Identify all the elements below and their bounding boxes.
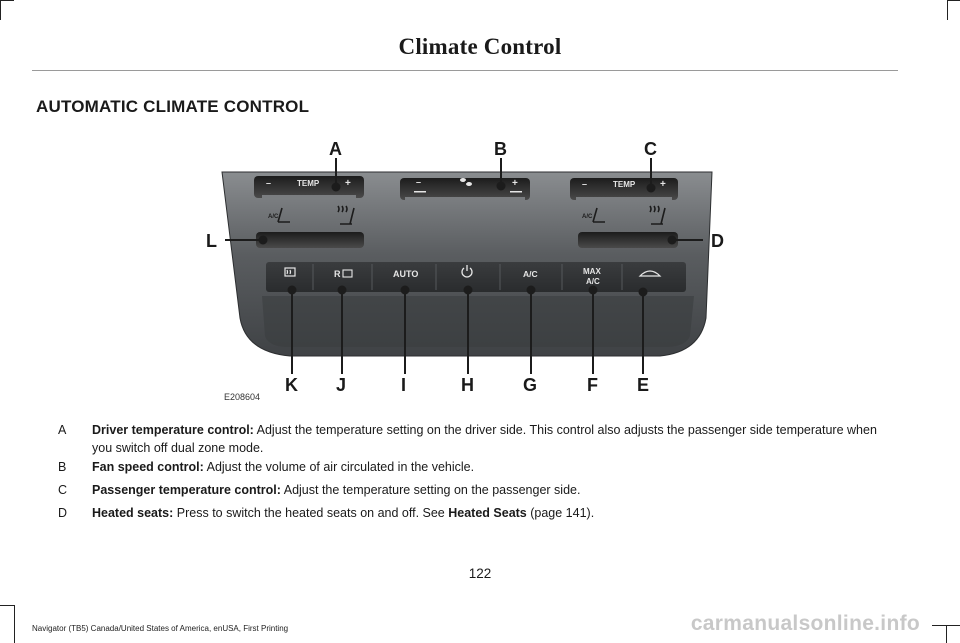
callout-i: I [401,375,407,395]
page-reference-suffix: (page 141). [526,506,595,520]
passenger-temp-plus: + [660,179,666,190]
passenger-temp-minus: – [582,179,588,189]
item-term: Passenger temperature control: [92,483,281,497]
callout-d: D [711,231,724,251]
page-reference-link[interactable]: Heated Seats [448,506,527,520]
callout-l: L [206,231,217,251]
driver-temp-minus: – [266,178,272,188]
callout-c: C [644,139,657,159]
figure-id: E208604 [224,392,261,402]
page-number: 122 [468,566,492,581]
callout-h: H [461,375,474,395]
fan-plus: + [512,178,518,189]
callout-b: B [494,139,507,159]
recirc-button-label: R [334,269,341,279]
section-heading: AUTOMATIC CLIMATE CONTROL [36,97,310,116]
item-term: Heated seats: [92,506,174,520]
callout-a: A [329,139,342,159]
item-term: Driver temperature control: [92,423,254,437]
ac-button-label: A/C [523,269,538,279]
footer-text: Navigator (TB5) Canada/United States of America, enUSA, First Printing [32,624,289,633]
driver-temp-plus: + [345,178,351,189]
callout-e: E [637,375,650,395]
watermark: carmanualsonline.info [690,612,920,635]
item-letter: B [58,460,67,474]
item-term: Fan speed control: [92,460,204,474]
callout-j: J [336,375,347,395]
button-row [266,262,686,292]
passenger-temp-label: TEMP [613,180,636,189]
item-letter: C [58,483,68,497]
page-header-title: Climate Control [398,34,562,59]
callout-g: G [523,375,538,395]
seat-icon-label: A/C [268,214,279,220]
driver-temp-label: TEMP [297,179,320,188]
panel-bottom-strip [262,296,694,347]
seat-icon-label: A/C [582,214,593,220]
max-ac-label-line2: A/C [586,277,600,286]
passenger-seat-rocker [578,232,678,248]
callout-f: F [587,375,598,395]
fan-minus: – [416,177,422,187]
auto-button-label: AUTO [393,269,419,279]
item-letter: A [58,423,67,437]
callout-k: K [285,375,298,395]
item-text: Adjust the volume of air circulated in the vehicle. [203,460,475,474]
item-text: Press to switch the heated seats on and off. See [173,506,449,520]
max-ac-label-line1: MAX [583,267,601,276]
driver-seat-rocker [256,232,364,248]
item-text: Adjust the temperature setting on the driver side. This control also adjusts the passenger side temperature when you switch off dual zone mode. [92,423,877,455]
item-letter: D [58,506,68,520]
item-text: Adjust the temperature setting on the passenger side. [280,483,581,497]
